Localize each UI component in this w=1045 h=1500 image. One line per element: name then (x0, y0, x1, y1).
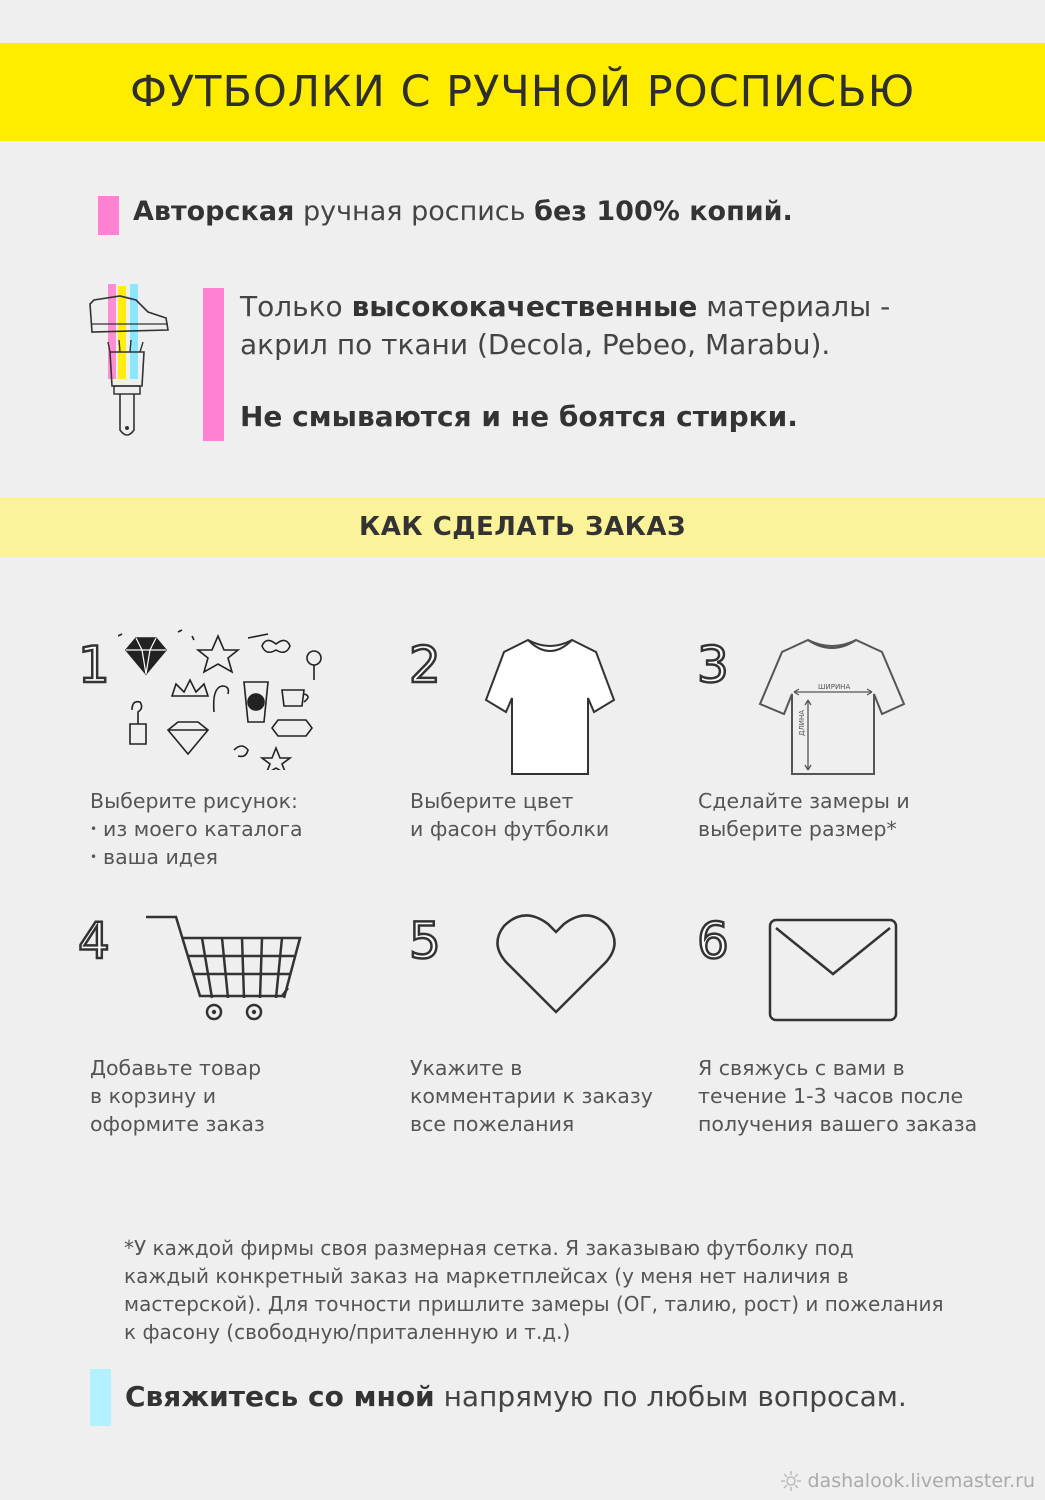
size-footnote: *У каждой фирмы своя размерная сетка. Я заказываю футболку под каждый конкретный заказ на маркетплейсах (у меня нет наличия в мастерской). Для точности пришлите замеры (ОГ, талию, рост) и пожелания к фасону (свободную/приталенную и т.д.) (124, 1236, 944, 1344)
step-2-line-2: и фасон футболки (410, 817, 610, 841)
step-1-text (90, 787, 303, 871)
step-6-line-1: Я свяжусь с вами в (698, 1056, 905, 1080)
cyan-accent-bar (90, 1369, 111, 1426)
step-4-line-2: в корзину и (90, 1084, 217, 1108)
step-4-line-1: Добавьте товар (90, 1056, 262, 1080)
doodles-icon (118, 628, 328, 770)
shopping-cart-icon (142, 912, 306, 1024)
heart-icon (496, 910, 616, 1016)
contact-bold: Свяжитесь со мной (125, 1380, 435, 1413)
materials-post: материалы - (697, 290, 891, 323)
intro-bold-1: Авторская (133, 196, 295, 227)
pink-accent-bar-tall (203, 288, 224, 441)
step-3-line-2: выберите размер* (698, 817, 897, 841)
step-3-line-1: Сделайте замеры и (698, 789, 910, 813)
page-title: ФУТБОЛКИ С РУЧНОЙ РОСПИСЬЮ (129, 67, 916, 117)
livemaster-logo-icon (780, 1470, 802, 1492)
step-1-number: 1 (78, 636, 110, 694)
step-5-line-3: все пожелания (410, 1112, 575, 1136)
watermark-text: dashalook.livemaster.ru (807, 1470, 1035, 1492)
step-5-line-1: Укажите в (410, 1056, 523, 1080)
paintbrush-sneaker-icon (86, 282, 172, 442)
envelope-icon (768, 918, 898, 1022)
step-5-text (410, 1054, 653, 1138)
step-3-text (698, 787, 910, 843)
order-section-band (0, 497, 1045, 557)
watermark (780, 1470, 1036, 1492)
materials-pre: Только (240, 290, 352, 323)
materials-block (240, 288, 960, 436)
length-label: ДЛИНА (798, 709, 806, 736)
contact-line (125, 1380, 907, 1413)
tshirt-measure-icon (758, 634, 906, 776)
step-1-bullets (90, 815, 303, 871)
step-1-bullet-2: • ваша идея (90, 843, 303, 871)
tshirt-icon (484, 634, 616, 778)
materials-line-2: акрил по ткани (Decola, Pebeo, Marabu). (240, 328, 831, 361)
step-6-line-2: течение 1-3 часов после (698, 1084, 964, 1108)
wash-note-text: Не смываются и не боятся стирки. (240, 400, 798, 433)
intro-line (133, 196, 793, 227)
step-1-line-1: Выберите рисунок: (90, 789, 298, 813)
step-1-bullet-1: • из моего каталога (90, 815, 303, 843)
pink-accent-bar (98, 196, 119, 235)
step-2-text (410, 787, 609, 843)
step-6-text (698, 1054, 977, 1138)
step-5-number: 5 (409, 912, 441, 970)
step-2-line-1: Выберите цвет (410, 789, 574, 813)
title-banner (0, 43, 1045, 141)
contact-text: напрямую по любым вопросам. (434, 1380, 907, 1413)
step-6-line-3: получения вашего заказа (698, 1112, 978, 1136)
materials-bold: высококачественные (351, 290, 698, 323)
step-2-number: 2 (409, 636, 441, 694)
wash-note (240, 398, 960, 436)
step-3-number: 3 (697, 636, 729, 694)
step-6-number: 6 (697, 912, 729, 970)
intro-text: ручная роспись (294, 196, 535, 227)
materials-line-1 (240, 288, 960, 326)
step-5-line-2: комментарии к заказу (410, 1084, 653, 1108)
step-4-line-3: оформите заказ (90, 1112, 265, 1136)
step-4-text (90, 1054, 265, 1138)
section-title: КАК СДЕЛАТЬ ЗАКАЗ (359, 512, 686, 542)
width-label: ШИРИНА (818, 683, 851, 691)
intro-bold-2: без 100% копий. (534, 196, 793, 227)
step-4-number: 4 (78, 912, 110, 970)
